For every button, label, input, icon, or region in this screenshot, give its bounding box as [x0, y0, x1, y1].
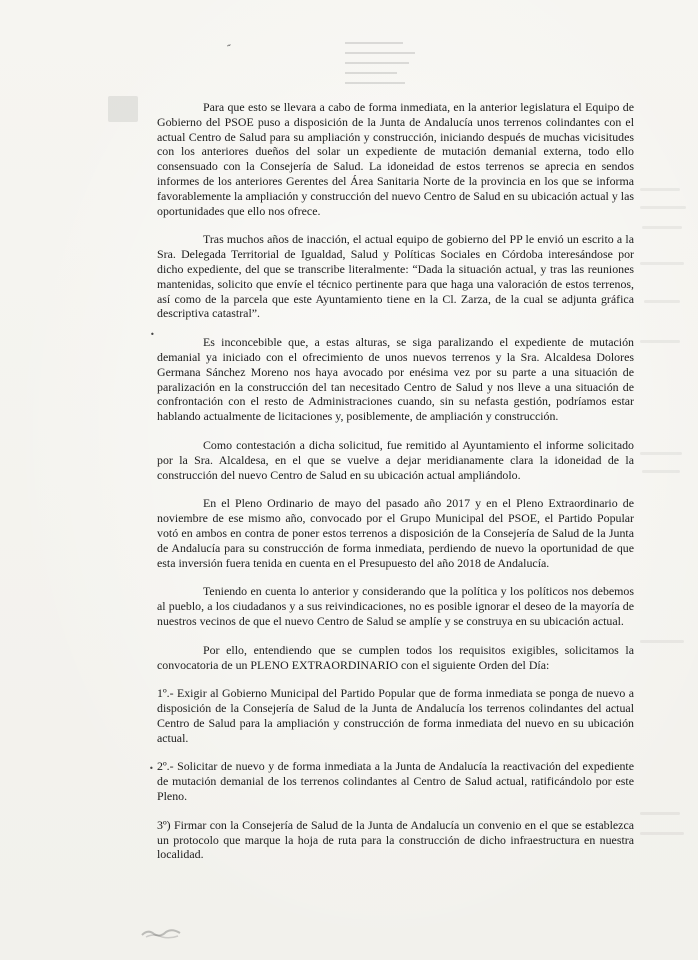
bleed-through-line: [640, 452, 682, 455]
agenda-item: 1º.- Exigir al Gobierno Municipal del Partido Popular que de forma inmediata se ponga de nuevo a disposición de la Consejería de Salud de la Junta de Andalucía los terrenos colindantes del actual Centro de Salud para la ampliación y construcción de forma inmediata del nuevo en su ubicación actual.: [157, 686, 634, 745]
paragraph: Por ello, entendiendo que se cumplen todos los requisitos exigibles, solicitamos la convocatoria de un PLENO EXTRAORDINARIO con el siguiente Orden del Día:: [157, 642, 634, 672]
bleed-through-line: [640, 188, 680, 191]
bleed-through-line: [640, 262, 684, 265]
bleed-through-block: [108, 96, 138, 122]
paragraph: En el Pleno Ordinario de mayo del pasado año 2017 y en el Pleno Extraordinario de noviembre de ese mismo año, convocado por el Grupo Municipal del PSOE, el Partido Popular votó en ambos en contra de poner estos terrenos a disposición de la Consejería de Salud de la Junta de Andalucía para su construcción de forma inmediata, perdiendo de nuevo la oportunidad de que esta inversión fuera tenida en cuenta en el Presupuesto del año 2018 de Andalucía.: [157, 496, 634, 570]
paragraph: Para que esto se llevara a cabo de forma inmediata, en la anterior legislatura el Equipo de Gobierno del PSOE puso a disposición de la Junta de Andalucía unos terrenos colindantes con el actual Centro de Salud para su ampliación y construcción, iniciando después de muchas vicisitudes con los anteriores dueños del solar un expediente de mutación demanial externa, todo ello consensuado con la Consejería de Salud. La idoneidad de estos terrenos se aprecia en sendos informes de los anteriores Gerentes del Área Sanitaria Norte de la provincia en los que se informa favorablemente la ampliación y construcción del nuevo Centro de Salud en su ubicación actual y las oportunidades que ello nos ofrece.: [157, 100, 634, 218]
stray-dot: •: [150, 330, 155, 339]
bleed-through-line: [640, 832, 684, 835]
bleed-through-line: [640, 206, 686, 209]
bleed-through-line: [640, 340, 680, 343]
bleed-through-line: [640, 812, 680, 815]
paragraph: Es inconcebible que, a estas alturas, se siga paralizando el expediente de mutación demanial ya iniciado con el ofrecimiento de unos nuevos terrenos y la Sra. Alcaldesa Dolores Germana Sánchez Moreno nos haya avocado por enésima vez por su parte a una situación de paralización en la construcción del tan necesitado Centro de Salud y nos lleve a una situación de confrontación con el resto de Administraciones cuando, sin su nefasta gestión, podríamos estar hablando actualmente de licitaciones y, posiblemente, de ampliación y construcción.: [157, 335, 634, 424]
bleed-through-line: [640, 640, 684, 643]
ink-smudge: [140, 926, 184, 940]
bleed-through-line: [642, 226, 682, 229]
stray-mark: ˜: [226, 43, 235, 56]
bleed-through-stamp: [345, 36, 455, 92]
stray-dot: •: [149, 764, 154, 773]
paragraph: Teniendo en cuenta lo anterior y considerando que la política y los políticos nos debemos al pueblo, a los ciudadanos y a sus reivindicaciones, no es posible ignorar el deseo de la mayoría de nuestros vecinos de que el nuevo Centro de Salud se amplíe y se construya en su ubicación actual.: [157, 584, 634, 628]
document-body: [157, 100, 634, 876]
agenda-item: 3º) Firmar con la Consejería de Salud de la Junta de Andalucía un convenio en el que se establezca un protocolo que marque la hoja de ruta para la construcción de dicho infraestructura en nuestra localidad.: [157, 817, 634, 862]
bleed-through-line: [642, 470, 680, 473]
bleed-through-line: [644, 300, 680, 303]
agenda-item: 2º.- Solicitar de nuevo y de forma inmediata a la Junta de Andalucía la reactivación del expediente de mutación demanial de los terrenos colindantes al Centro de Salud actual, ratificándolo por este Pleno.: [157, 759, 634, 804]
paragraph: Como contestación a dicha solicitud, fue remitido al Ayuntamiento el informe solicitado por la Sra. Alcaldesa, en el que se vuelve a dejar meridianamente clara la idoneidad de la construcción del nuevo Centro de Salud en su ubicación actual ampliándolo.: [157, 437, 634, 482]
paragraph: Tras muchos años de inacción, el actual equipo de gobierno del PP le envió un escrito a la Sra. Delegada Territorial de Igualdad, Salud y Políticas Sociales en Córdoba interesándose por dicho expediente, del que se transcribe literalmente: “Dada la situación actual, y tras las reuniones mantenidas, solicito que envíe el técnico pertinente para que haga una valoración de estos terrenos, así como de la parcela que este Ayuntamiento tiene en la Cl. Zarza, de la cual se adjunta gráfica descriptiva catastral”.: [157, 232, 634, 321]
